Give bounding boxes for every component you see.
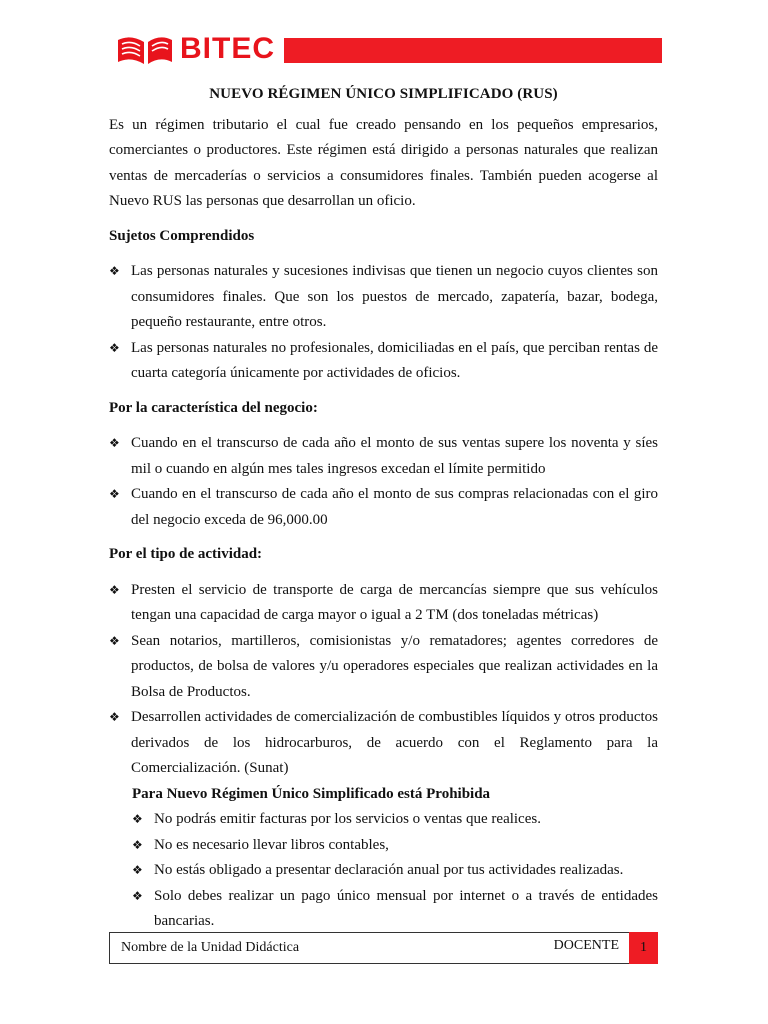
header-red-bar (284, 38, 662, 63)
document-title: NUEVO RÉGIMEN ÚNICO SIMPLIFICADO (RUS) (209, 86, 558, 102)
document-body (109, 82, 658, 935)
list-item: ❖ Cuando en el transcurso de cada año el monto de sus compras relacionadas con el giro del negocio exceda de 96,000.00 (109, 482, 658, 533)
list-item: ❖ No es necesario llevar libros contables, (132, 833, 658, 859)
diamond-bullet-icon: ❖ (109, 710, 120, 724)
diamond-bullet-icon: ❖ (109, 487, 120, 501)
list-caracteristica (109, 431, 658, 533)
diamond-bullet-icon: ❖ (132, 888, 143, 903)
diamond-bullet-icon: ❖ (132, 863, 143, 877)
list-item: ❖ Solo debes realizar un pago único mensual por internet o a través de entidades bancarias. (132, 884, 658, 935)
diamond-bullet-icon: ❖ (109, 582, 120, 597)
page-number: 1 (629, 932, 658, 964)
page-header (108, 30, 662, 68)
list-item: ❖ Sean notarios, martilleros, comisionistas y/o rematadores; agentes corredores de productos, de bolsa de valores y/u operadores especiales que realizan actividades en la Bolsa de Productos. (109, 629, 658, 706)
list-prohibited (132, 807, 658, 935)
list-item: ❖ Las personas naturales no profesionales, domiciliadas en el país, que perciban rentas de cuarta categoría únicamente por actividades de oficios. (109, 336, 658, 387)
diamond-bullet-icon: ❖ (132, 837, 143, 852)
prohibited-block (132, 782, 658, 935)
intro-paragraph: Es un régimen tributario el cual fue creado pensando en los pequeños empresarios, comerciantes o productores. Este régimen está dirigido a personas naturales que realizan ventas de mercaderías o servicios a consumidores finales. También pueden acogerse al Nuevo RUS las personas que desarrollan un oficio. (109, 116, 658, 209)
diamond-bullet-icon: ❖ (109, 340, 120, 355)
list-actividad (109, 578, 658, 782)
diamond-bullet-icon: ❖ (109, 264, 120, 278)
list-item: ❖ Cuando en el transcurso de cada año el monto de sus ventas supere los noventa y síes mil o cuando en algún mes tales ingresos excedan el límite permitido (109, 431, 658, 482)
open-book-logo-icon (116, 32, 176, 68)
brand-logo-text: BITEC (180, 32, 275, 65)
list-item: ❖ No podrás emitir facturas por los servicios o ventas que realices. (132, 807, 658, 833)
list-item: ❖ Desarrollen actividades de comercialización de combustibles líquidos y otros productos derivados de los hidrocarburos, de acuerdo con el Reglamento para la Comercialización. (Sunat) (109, 705, 658, 782)
section-title-caracteristica: Por la característica del negocio: (109, 399, 318, 416)
prohibited-title: Para Nuevo Régimen Único Simplificado está Prohibida (132, 785, 491, 802)
footer-docente: DOCENTE (553, 938, 619, 953)
diamond-bullet-icon: ❖ (109, 436, 120, 450)
section-title-sujetos: Sujetos Comprendidos (109, 227, 255, 244)
list-sujetos (109, 259, 658, 387)
list-item: ❖ No estás obligado a presentar declaración anual por tus actividades realizadas. (132, 858, 658, 884)
list-item: ❖ Las personas naturales y sucesiones indivisas que tienen un negocio cuyos clientes son consumidores finales. Que son los puestos de mercado, zapatería, bazar, bodega, pequeño restaurante, entre otros. (109, 259, 658, 336)
diamond-bullet-icon: ❖ (109, 633, 120, 648)
section-title-actividad: Por el tipo de actividad: (109, 546, 263, 562)
footer-unit-name: Nombre de la Unidad Didáctica (121, 940, 300, 955)
diamond-bullet-icon: ❖ (132, 812, 143, 826)
page-footer (109, 932, 658, 964)
list-item: ❖ Presten el servicio de transporte de carga de mercancías siempre que sus vehículos tengan una capacidad de carga mayor o igual a 2 TM (dos toneladas métricas) (109, 578, 658, 629)
